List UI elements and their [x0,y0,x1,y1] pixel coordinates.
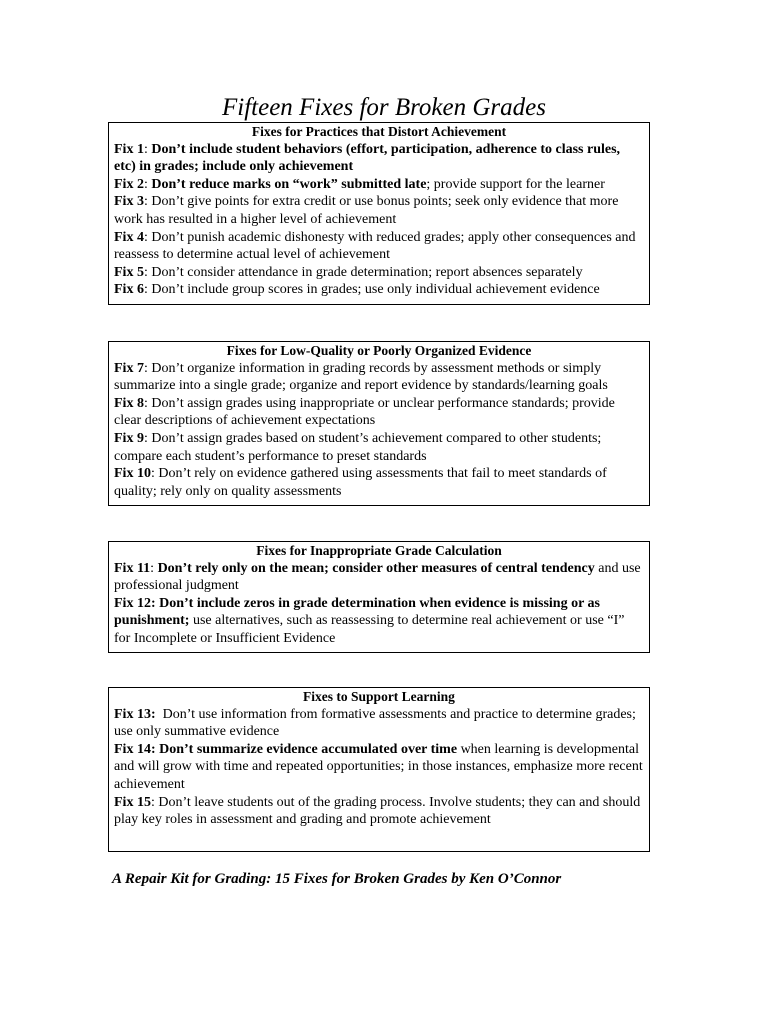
fix-label: Fix 9 [114,430,144,446]
fix-text: Don’t leave students out of the grading process. Involve students; they can and should play key roles in assessment and grading and promote achievement [114,794,641,828]
fix-item [114,281,644,299]
fix-label: Fix 15 [114,794,151,810]
fix-label: Fix 10 [114,466,151,482]
fix-item [114,193,644,228]
fix-separator [156,707,163,722]
fix-label: Fix 2 [114,176,144,192]
fix-label: Fix 12: [114,595,160,611]
fix-separator: : [143,282,152,298]
fix-bold-text: Don’t summarize evidence accumulated over time [159,741,458,757]
fix-item [114,141,644,176]
section-heading: Fixes for Inappropriate Grade Calculation [256,543,502,558]
fix-item [114,741,644,794]
fix-item [114,395,644,430]
fix-bold-text: Don’t include zeros in grade determination when evidence is missing or as punishment; [114,595,600,629]
fix-text: Don’t include group scores in grades; use only individual achievement evidence [151,282,600,298]
section-grade-calculation [108,541,650,653]
fix-bold-text: Don’t include student behaviors (effort, participation, adherence to class rules, etc) in grades; include only achievement [114,141,621,175]
fix-label: Fix 4 [114,229,144,245]
fix-text: Don’t assign grades using inappropriate or unclear performance standards; provide clear descriptions of achievement expectations [114,395,615,429]
fix-label: Fix 5 [114,264,144,280]
fix-label: Fix 7 [114,360,144,376]
fix-item [114,465,644,500]
fix-item [114,595,644,648]
fix-separator: : [143,430,152,446]
fix-separator: : [143,176,152,192]
fix-separator: : [143,194,152,210]
fix-item [114,264,644,282]
fix-item [114,430,644,465]
fix-separator: : [150,466,159,482]
section-support-learning [108,687,650,852]
fix-item [114,360,644,395]
fix-item [114,560,644,595]
fix-text: Don’t rely on evidence gathered using assessments that fail to meet standards of quality; rely only on quality assessments [114,466,607,499]
fix-separator: : [143,360,152,376]
citation-footer: A Repair Kit for Grading: 15 Fixes for Broken Grades by Ken O’Connor [112,871,562,887]
fix-text: Don’t punish academic dishonesty with reduced grades; apply other consequences and reassess to determine actual level of achievement [114,229,636,263]
fix-separator: : [143,395,152,411]
fix-separator: : [150,560,158,576]
fix-label: Fix 13: [114,706,156,722]
fix-bold-text: Don’t reduce marks on “work” submitted late [151,176,427,192]
fix-label: Fix 6 [114,282,144,298]
fix-label: Fix 3 [114,194,144,210]
fix-separator: : [143,141,152,157]
fix-separator: : [143,229,152,245]
section-heading: Fixes to Support Learning [303,689,455,704]
fix-item [114,176,644,194]
fix-item [114,706,644,741]
fix-text: when learning is developmental and will grow with time and repeated opportunities; in those instances, emphasize more recent achievement [114,741,643,792]
fix-item [114,794,644,829]
fix-text: use alternatives, such as reassessing to determine real achievement or use “I” for Incomplete or Insufficient Evidence [114,613,625,646]
section-heading: Fixes for Practices that Distort Achievement [251,124,507,139]
fix-separator: : [143,264,152,280]
fix-text: Don’t organize information in grading records by assessment methods or simply summarize into a single grade; organize and report evidence by standards/learning goals [114,360,608,394]
fix-label: Fix 14: [114,741,160,757]
fix-bold-text: Don’t rely only on the mean; consider other measures of central tendency [157,560,595,576]
fix-separator: : [150,794,159,810]
fix-label: Fix 11 [114,560,151,576]
fix-label: Fix 1 [114,141,144,157]
page-title: Fifteen Fixes for Broken Grades [222,94,546,121]
fix-text: Don’t consider attendance in grade determination; report absences separately [151,264,583,280]
fix-item [114,229,644,264]
fix-text: Don’t give points for extra credit or use bonus points; seek only evidence that more work has resulted in a higher level of achievement [114,194,619,227]
fix-text: Don’t use information from formative assessments and practice to determine grades; use only summative evidence [114,706,636,740]
fix-text: ; provide support for the learner [426,176,605,192]
fix-text: Don’t assign grades based on student’s achievement compared to other students; compare each student’s performance to preset standards [114,430,602,464]
fix-label: Fix 8 [114,395,144,411]
section-low-quality-evidence [108,341,650,506]
fix-text: and use professional judgment [114,560,641,594]
section-practices-that-distort [108,122,650,305]
section-heading: Fixes for Low-Quality or Poorly Organized Evidence [226,343,532,358]
